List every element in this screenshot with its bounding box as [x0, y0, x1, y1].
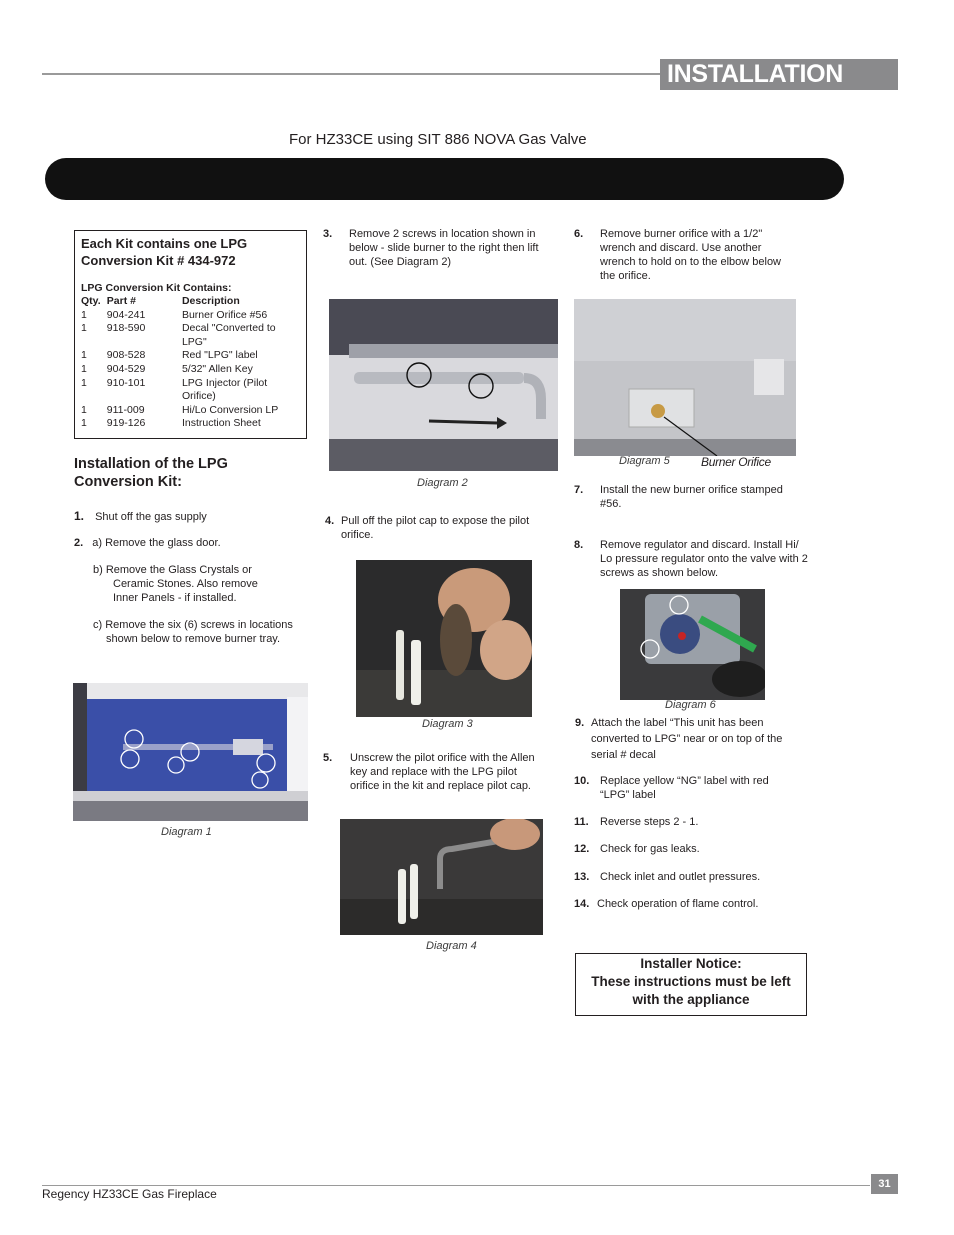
- step-number: 11.: [574, 816, 589, 828]
- step-6: [574, 227, 799, 283]
- step-number: 7.: [574, 484, 584, 496]
- step-10: [574, 774, 799, 802]
- diagram-1-image: [73, 683, 308, 821]
- footer-rule: [42, 1185, 870, 1186]
- kit-table: [81, 295, 300, 431]
- diagram-5-image: [574, 299, 796, 456]
- cell-description: Decal "Converted to LPG": [181, 322, 276, 348]
- cell-qty: 1: [81, 308, 87, 321]
- burner-orifice-callout: Burner Orifice: [701, 455, 771, 469]
- step-2a: [74, 536, 304, 550]
- cell-description: Instruction Sheet: [181, 417, 261, 430]
- table-row: [81, 322, 300, 349]
- step-number: 8.: [574, 539, 584, 551]
- diagram-6-caption: Diagram 6: [665, 699, 716, 711]
- diagram-2-image: [329, 299, 558, 471]
- kit-title: Each Kit contains one LPG Conversion Kit # 434-972: [81, 236, 248, 268]
- cell-part: 908-528: [106, 349, 146, 362]
- step-text: Unscrew the pilot orifice with the Allen key and replace with the LPG pilot orifice in the kit and replace pilot cap.: [350, 752, 535, 792]
- step-number: 14.: [574, 898, 590, 910]
- step-13: [574, 870, 799, 884]
- step-text: Replace yellow “NG” label with red “LPG” label: [600, 775, 769, 801]
- header-rule: [42, 73, 662, 75]
- step-text: Check operation of flame control.: [597, 898, 759, 910]
- cell-part: 910-101: [106, 376, 146, 389]
- col-description: Description: [181, 295, 240, 307]
- diagram-4-caption: Diagram 4: [426, 940, 477, 952]
- diagram-4-image: [340, 819, 543, 935]
- cell-description: LPG Injector (Pilot Orifice): [181, 376, 268, 403]
- step-5: [323, 751, 548, 793]
- cell-part: 904-241: [106, 308, 146, 321]
- page-title: INSTALLATION: [660, 59, 898, 90]
- step-text: Install the new burner orifice stamped #56.: [600, 484, 783, 510]
- table-row: [81, 309, 300, 323]
- cell-qty: 1: [81, 349, 87, 362]
- step-3: [323, 227, 553, 269]
- step-text: Check inlet and outlet pressures.: [600, 871, 761, 883]
- step-number: 5.: [323, 752, 333, 764]
- step-number: 6.: [574, 228, 584, 240]
- step-text: Remove regulator and discard. Install Hi/ Lo pressure regulator onto the valve with 2 screws as shown below.: [600, 539, 808, 579]
- step-11: [574, 815, 799, 829]
- table-row: [81, 417, 300, 431]
- notice-text: These instructions must be left with the appliance: [591, 974, 791, 1007]
- cell-qty: 1: [81, 417, 87, 430]
- col-qty: Qty.: [81, 295, 101, 307]
- cell-qty: 1: [81, 322, 87, 335]
- table-row: [81, 363, 300, 377]
- cell-part: 918-590: [106, 322, 146, 335]
- step-text: Pull off the pilot cap to expose the pilot orifice.: [341, 515, 530, 541]
- kit-contents-box: [74, 230, 307, 439]
- diagram-5-caption: Diagram 5: [619, 455, 670, 467]
- step-number: 2.: [74, 537, 84, 549]
- cell-description: 5/32" Allen Key: [181, 362, 253, 375]
- step-text: Shut off the gas supply: [95, 511, 207, 523]
- cell-description: Burner Orifice #56: [181, 308, 268, 321]
- cell-qty: 1: [81, 362, 87, 375]
- step-text: Remove burner orifice with a 1/2" wrench and discard. Use another wrench to hold on to the elbow below the orifice.: [600, 228, 782, 282]
- table-row: [81, 377, 300, 404]
- step-number: 13.: [574, 871, 590, 883]
- cell-description: Red "LPG" label: [181, 349, 258, 362]
- page-number: 31: [871, 1174, 898, 1194]
- step-text: Attach the label “This unit has been converted to LPG” near or on top of the serial # decal: [591, 717, 783, 761]
- diagram-6-image: [620, 589, 765, 700]
- cell-part: 904-529: [106, 362, 146, 375]
- cell-qty: 1: [81, 376, 87, 389]
- notice-heading: Installer Notice:: [640, 956, 742, 971]
- table-row: [81, 404, 300, 418]
- step-14: [574, 897, 799, 911]
- step-number: 4.: [325, 515, 335, 527]
- step-number: 12.: [574, 843, 590, 855]
- step-number: 10.: [574, 775, 590, 787]
- step-text: Reverse steps 2 - 1.: [600, 816, 699, 828]
- step-text: Remove 2 screws in location shown in below - slide burner to the right then lift out. (See Diagram 2): [349, 228, 539, 268]
- title-banner: [45, 158, 844, 200]
- cell-part: 911-009: [106, 403, 145, 416]
- step-1: [74, 509, 304, 524]
- kit-subtitle: LPG Conversion Kit Contains:: [81, 282, 232, 294]
- diagram-1-caption: Diagram 1: [161, 826, 212, 838]
- cell-description: Hi/Lo Conversion LP: [181, 403, 279, 416]
- step-text: a) Remove the glass door.: [92, 537, 221, 549]
- diagram-3-image: [356, 560, 532, 717]
- step-9: [575, 715, 800, 763]
- page-subtitle: For HZ33CE using SIT 886 NOVA Gas Valve: [289, 131, 587, 148]
- cell-qty: 1: [81, 403, 87, 416]
- step-number: 1.: [74, 509, 85, 523]
- step-text: Check for gas leaks.: [600, 843, 700, 855]
- step-number: 9.: [575, 717, 585, 729]
- step-4: [325, 514, 550, 542]
- step-12: [574, 842, 799, 856]
- step-7: [574, 483, 799, 511]
- footer-text: Regency HZ33CE Gas Fireplace: [42, 1187, 217, 1201]
- table-row: [81, 349, 300, 363]
- diagram-3-caption: Diagram 3: [422, 718, 473, 730]
- step-2c: c) Remove the six (6) screws in locations shown below to remove burner tray.: [93, 619, 293, 645]
- step-number: 3.: [323, 228, 333, 240]
- step-2b: b) Remove the Glass Crystals or Ceramic Stones. Also remove Inner Panels - if installed.: [93, 564, 258, 604]
- cell-part: 919-126: [106, 417, 146, 430]
- step-8: [574, 538, 810, 580]
- installer-notice-box: [575, 953, 807, 1016]
- section-title: Installation of the LPG Conversion Kit:: [74, 456, 228, 490]
- diagram-2-caption: Diagram 2: [417, 477, 468, 489]
- col-part: Part #: [106, 295, 136, 307]
